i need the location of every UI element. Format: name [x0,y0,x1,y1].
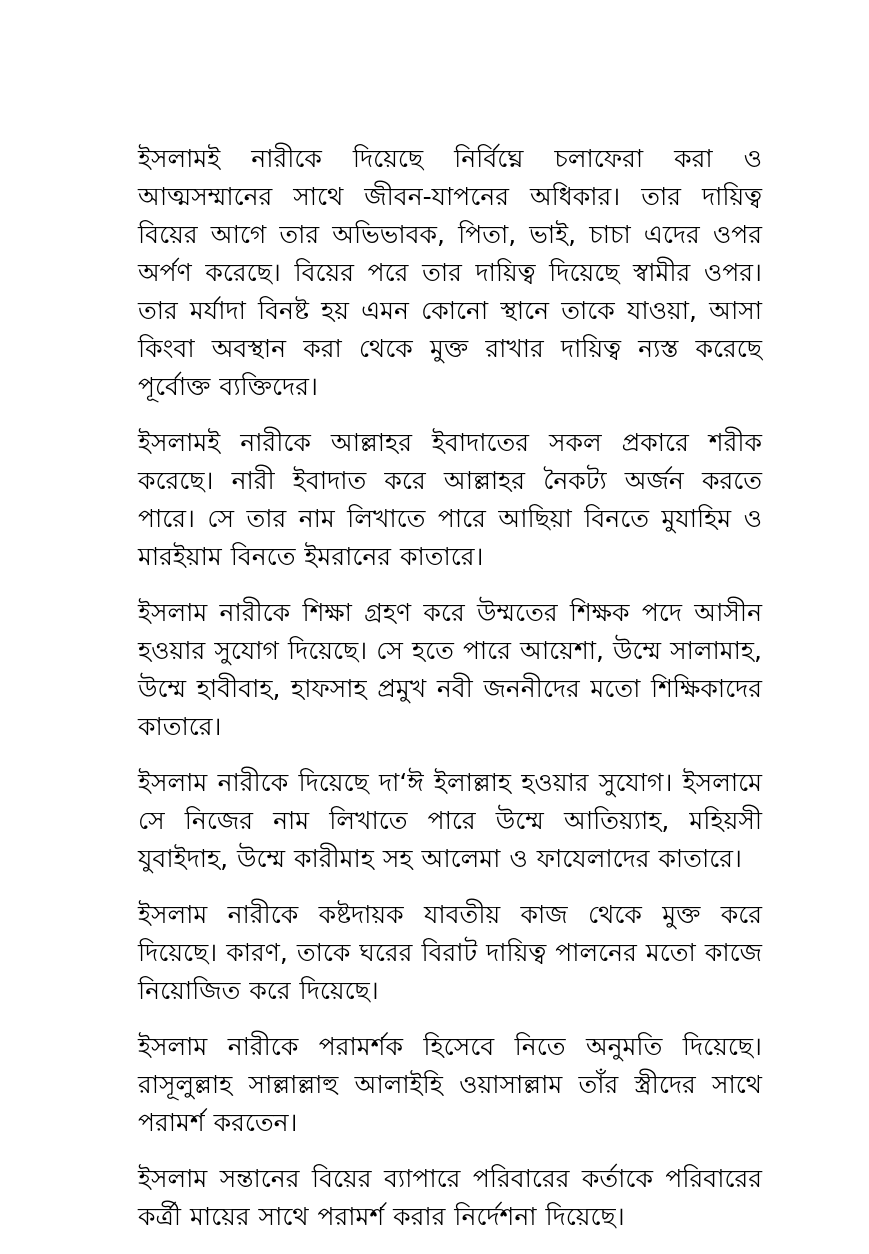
paragraph-education: ইসলাম নারীকে শিক্ষা গ্রহণ করে উম্মতের শিক্ষক পদে আসীন হওয়ার সুযোগ দিয়েছে। সে হতে পারে আয়েশা, উম্মে সালামাহ, উম্মে হাবীবাহ, হাফসাহ প্রমুখ নবী জননীদের মতো শিক্ষিকাদের কাতারে। [138,598,762,741]
paragraph-worship: ইসলামই নারীকে আল্লাহর ইবাদাতের সকল প্রকারে শরীক করেছে। নারী ইবাদাত করে আল্লাহর নৈকট্য অর্জন করতে পারে। সে তার নাম লিখাতে পারে আছিয়া বিনতে মুযাহিম ও মারইয়াম বিনতে ইমরানের কাতারে। [138,428,762,571]
paragraph-freedom-of-movement: ইসলামই নারীকে দিয়েছে নির্বিঘ্নে চলাফেরা করা ও আত্মসম্মানের সাথে জীবন-যাপনের অধিকার। তার দায়িত্ব বিয়ের আগে তার অভিভাবক, পিতা, ভাই, চাচা এদের ওপর অর্পণ করেছে। বিয়ের পরে তার দায়িত্ব দিয়েছে স্বামীর ওপর। তার মর্যাদা বিনষ্ট হয় এমন কোনো স্থানে তাকে যাওয়া, আসা কিংবা অবস্থান করা থেকে মুক্ত রাখার দায়িত্ব ন্যস্ত করেছে পূর্বোক্ত ব্যক্তিদের। [138,144,762,401]
paragraph-consultation: ইসলাম নারীকে পরামর্শক হিসেবে নিতে অনুমতি দিয়েছে। রাসূলুল্লাহ সাল্লাল্লাহু আলাইহি ওয়াসাল্লাম তাঁর স্ত্রীদের সাথে পরামর্শ করতেন। [138,1032,762,1137]
paragraph-hard-labor: ইসলাম নারীকে কষ্টদায়ক যাবতীয় কাজ থেকে মুক্ত করে দিয়েছে। কারণ, তাকে ঘরের বিরাট দায়িত্ব পালনের মতো কাজে নিয়োজিত করে দিয়েছে। [138,900,762,1005]
paragraph-marriage-consultation: ইসলাম সন্তানের বিয়ের ব্যাপারে পরিবারের কর্তাকে পরিবারের কর্ত্রী মায়ের সাথে পরামর্শ করার নির্দেশনা দিয়েছে। [138,1164,762,1231]
paragraph-dawah: ইসলাম নারীকে দিয়েছে দা‘ঈ ইলাল্লাহ হওয়ার সুযোগ। ইসলামে সে নিজের নাম লিখাতে পারে উম্মে আতিয়্যাহ, মহিয়সী যুবাইদাহ, উম্মে কারীমাহ সহ আলেমা ও ফাযেলাদের কাতারে। [138,768,762,873]
document-page [138,140,762,1254]
